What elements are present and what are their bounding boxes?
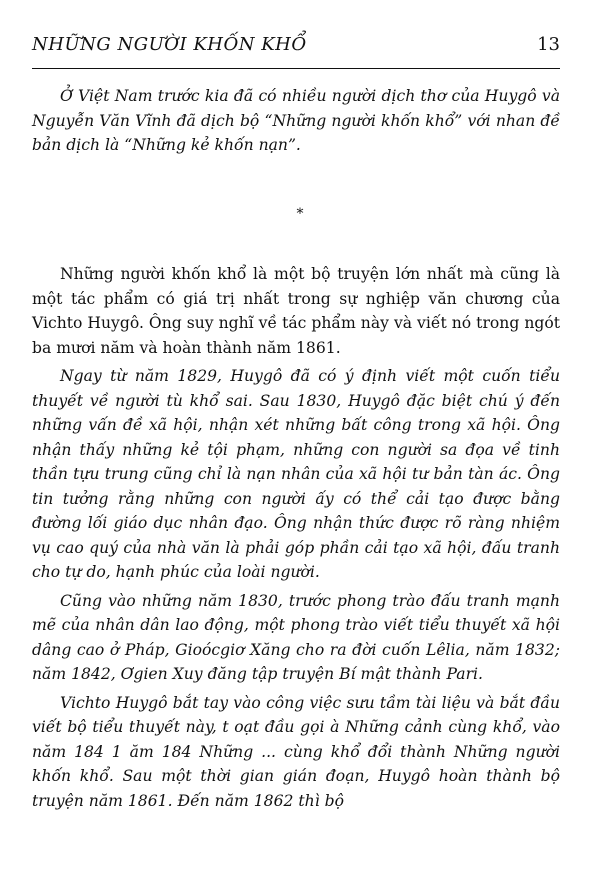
page-number: 13 — [537, 34, 560, 55]
body-paragraph-4: Vichto Huygô bắt tay vào công việc sưu tầm tài liệu và bắt đầu viết bộ tiểu thuyết này, t oạt đầu gọi à Những cảnh cùng khổ, vào năm 184 1 ăm 184 Những ... cùng khổ đổi thành Những người khốn khổ. Sau một thời gian gián đoạn, Huygô hoàn thành bộ truyện năm 1861. Đến năm 1862 thì bộ — [32, 693, 560, 810]
running-title: NHỮNG NGƯỜI KHỐN KHỔ — [32, 34, 307, 55]
section-separator: * — [296, 206, 304, 222]
page-header — [32, 34, 560, 58]
intro-section — [32, 84, 560, 158]
body-paragraph-2: Ngay từ năm 1829, Huygô đã có ý định viết một cuốn tiểu thuyết về người tù khổ sai. Sau 1830, Huygô đặc biệt chú ý đến những vấn đề xã hội, nhận xét những bất công trong xã hội. Ông nhận thấy những kẻ tội phạm, những con người sa đọa về tinh thần tựu trung cũng chỉ là nạn nhân của xã hội tư bản tàn ác. Ông tin tưởng rằng những con người ấy có thể cải tạo được bằng đường lối giáo dục nhân đạo. Ông nhận thức được rõ ràng nhiệm vụ cao quý của nhà văn là phải góp phần cải tạo xã hội, đấu tranh cho tự do, hạnh phúc của loài người. — [32, 367, 560, 581]
body-section — [32, 262, 560, 817]
intro-paragraph: Ở Việt Nam trước kia đã có nhiều người dịch thơ của Huygô và Nguyễn Văn Vĩnh đã dịch bộ “Những người khốn khổ” với nhan đề bản dịch là “Những kẻ khốn nạn”. — [32, 87, 560, 154]
header-rule — [32, 68, 560, 69]
body-paragraph-3: Cũng vào những năm 1830, trước phong trào đấu tranh mạnh mẽ của nhân dân lao động, một phong trào viết tiểu thuyết xã hội dâng cao ở Pháp, Gioócgiơ Xăng cho ra đời cuốn Lêlia, năm 1832; năm 1842, Ơgien Xuy đăng tập truyện Bí mật thành Pari. — [32, 591, 560, 683]
body-paragraph-1: Những người khốn khổ là một bộ truyện lớn nhất mà cũng là một tác phẩm có giá trị nhất trong sự nghiệp văn chương của Vichto Huygô. Ông suy nghĩ về tác phẩm này và viết nó trong ngót ba mươi năm và hoàn thành năm 1861. — [32, 265, 560, 357]
